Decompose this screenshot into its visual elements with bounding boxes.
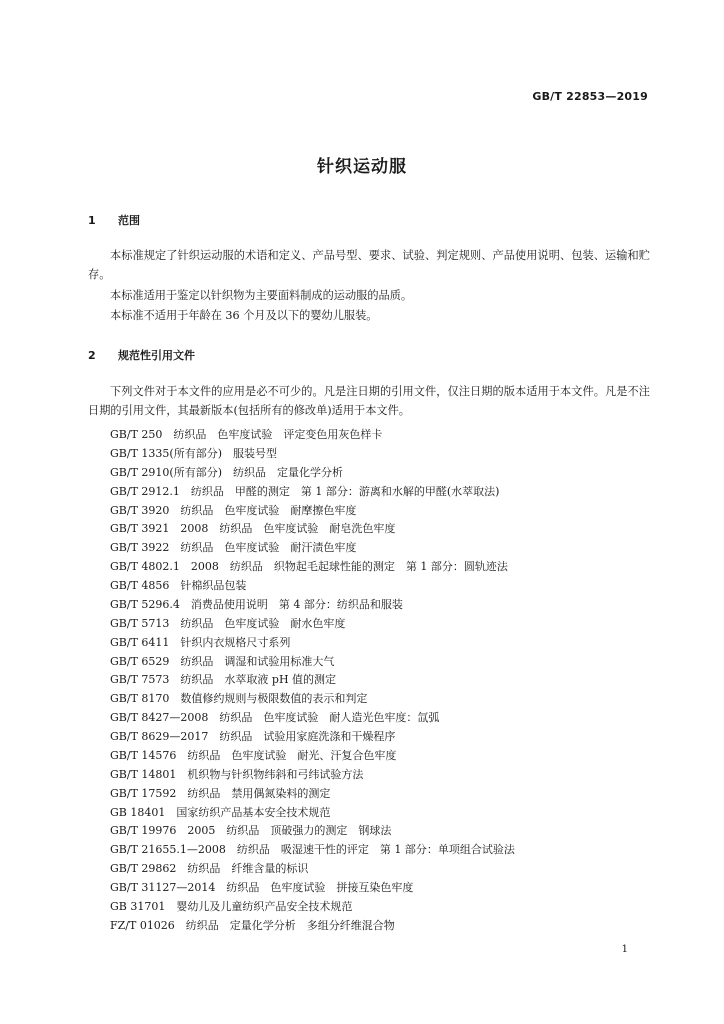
section-heading-scope (88, 212, 140, 228)
reference-item: GB/T 3920 纺织品 色牢度试验 耐摩擦色牢度 (110, 503, 357, 517)
reference-item: GB/T 7573 纺织品 水萃取液 pH 值的测定 (110, 673, 337, 687)
reference-item: GB/T 4802.1 2008 纺织品 织物起毛起球性能的测定 第 1 部分：圆轨迹法 (110, 560, 508, 574)
reference-item: GB/T 6411 针织内衣规格尺寸系列 (110, 635, 291, 649)
reference-item: GB/T 31127—2014 纺织品 色牢度试验 拼接互染色牢度 (110, 881, 414, 894)
reference-item: GB/T 8170 数值修约规则与极限数值的表示和判定 (110, 692, 368, 706)
references-intro-paragraph: 下列文件对于本文件的应用是必不可少的。凡是注日期的引用文件，仅注日期的版本适用于本文件。凡是不注日期的引用文件，其最新版本(包括所有的修改单)适用于本文件。 (88, 385, 650, 417)
page-number: 1 (621, 944, 628, 955)
reference-item: GB/T 14801 机织物与针织物纬斜和弓纬试验方法 (110, 767, 364, 781)
section-number: 2 (88, 349, 96, 362)
reference-item: GB/T 6529 纺织品 调湿和试验用标准大气 (110, 654, 335, 668)
reference-item: GB/T 19976 2005 纺织品 顶破强力的测定 钢球法 (110, 824, 392, 838)
reference-item: GB 18401 国家纺织产品基本安全技术规范 (110, 805, 331, 819)
section-number: 1 (88, 214, 96, 227)
section-heading-normative-references (88, 347, 195, 363)
reference-item: FZ/T 01026 纺织品 定量化学分析 多组分纤维混合物 (110, 918, 395, 932)
reference-item: GB/T 29862 纺织品 纤维含量的标识 (110, 862, 309, 876)
document-title: 针织运动服 (317, 157, 407, 177)
scope-paragraph: 本标准不适用于年龄在 36 个月及以下的婴幼儿服装。 (110, 309, 378, 322)
reference-item: GB/T 3921 2008 纺织品 色牢度试验 耐皂洗色牢度 (110, 522, 396, 536)
standard-number: GB/T 22853—2019 (532, 90, 648, 103)
scope-paragraph: 本标准适用于鉴定以针织物为主要面料制成的运动服的品质。 (110, 289, 413, 302)
reference-item: GB/T 17592 纺织品 禁用偶氮染料的测定 (110, 786, 331, 800)
reference-item: GB/T 21655.1—2008 纺织品 吸湿速干性的评定 第 1 部分：单项组合试验法 (110, 843, 515, 857)
reference-item: GB/T 4856 针棉织品包装 (110, 579, 247, 592)
scope-paragraph: 本标准规定了针织运动服的术语和定义、产品号型、要求、试验、判定规则、产品使用说明、包装、运输和贮存。 (88, 249, 650, 281)
section-title: 范围 (118, 214, 140, 227)
reference-item: GB/T 1335(所有部分) 服装号型 (110, 446, 277, 460)
reference-item: GB/T 5296.4 消费品使用说明 第 4 部分：纺织品和服装 (110, 597, 403, 611)
reference-item: GB/T 2912.1 纺织品 甲醛的测定 第 1 部分：游离和水解的甲醛(水萃取法) (110, 484, 500, 498)
reference-item: GB/T 5713 纺织品 色牢度试验 耐水色牢度 (110, 616, 346, 630)
reference-item: GB/T 2910(所有部分) 纺织品 定量化学分析 (110, 465, 343, 479)
reference-item: GB/T 8629—2017 纺织品 试验用家庭洗涤和干燥程序 (110, 730, 396, 743)
reference-item: GB 31701 婴幼儿及儿童纺织产品安全技术规范 (110, 899, 353, 913)
reference-item: GB/T 250 纺织品 色牢度试验 评定变色用灰色样卡 (110, 428, 383, 441)
reference-item: GB/T 14576 纺织品 色牢度试验 耐光、汗复合色牢度 (110, 748, 397, 762)
section-title: 规范性引用文件 (118, 349, 195, 362)
reference-item: GB/T 3922 纺织品 色牢度试验 耐汗渍色牢度 (110, 541, 357, 555)
reference-list (110, 426, 515, 936)
reference-item: GB/T 8427—2008 纺织品 色牢度试验 耐人造光色牢度：氙弧 (110, 711, 440, 725)
